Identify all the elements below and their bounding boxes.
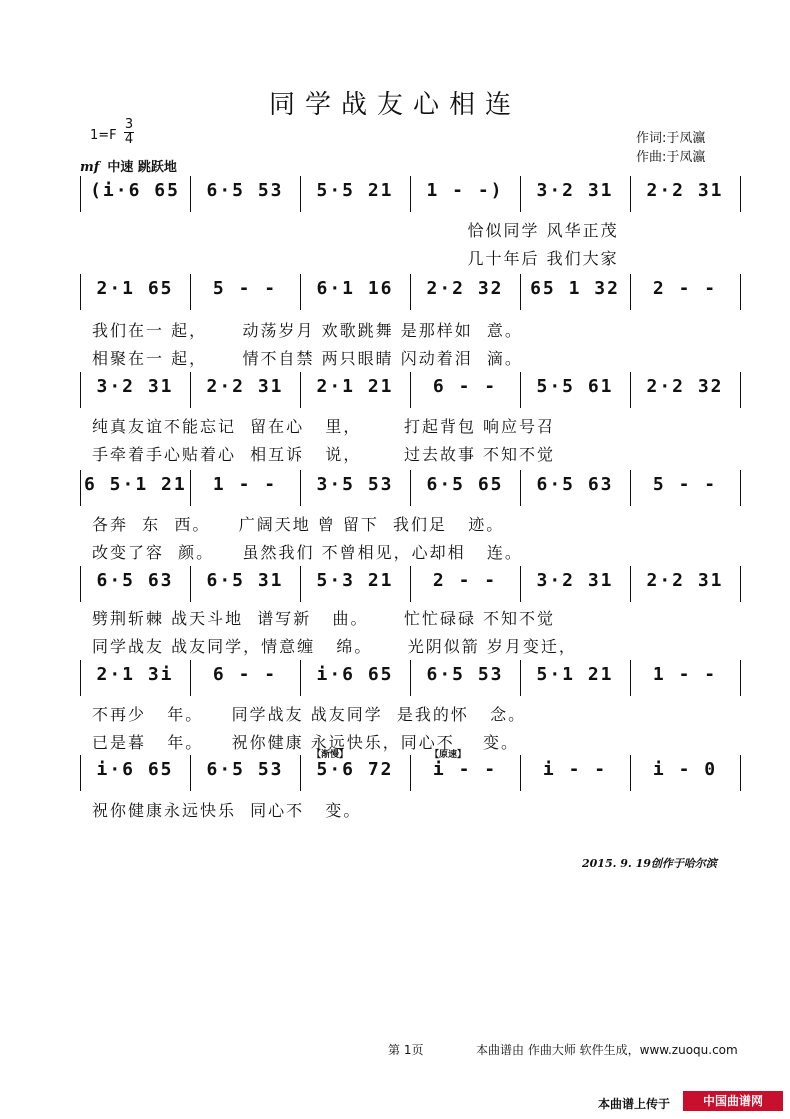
- barline: [80, 274, 81, 310]
- time-bottom: 4: [124, 132, 134, 147]
- measure: 2 - -: [432, 570, 498, 591]
- barline: [740, 274, 741, 310]
- measure: 6·5 53: [206, 759, 284, 780]
- lyric-line: 恰似同学 风华正茂: [92, 221, 619, 240]
- barline: [520, 176, 521, 212]
- measure: 2·2 31: [646, 180, 724, 201]
- barline: [190, 566, 191, 602]
- measure: 65 1 32: [530, 278, 620, 299]
- notation-system: [80, 176, 740, 216]
- barline: [630, 274, 631, 310]
- atempo-mark: 【原速】: [430, 750, 467, 760]
- measure: 3·2 31: [536, 180, 614, 201]
- measure: i - -: [432, 759, 498, 780]
- barline: [520, 660, 521, 696]
- measure: 2·1 65: [96, 278, 174, 299]
- barline: [630, 566, 631, 602]
- measure: 6·1 16: [316, 278, 394, 299]
- barline: [410, 274, 411, 310]
- barline: [80, 176, 81, 212]
- measure: 5 - -: [212, 278, 278, 299]
- key-signature: 1=F: [90, 128, 117, 143]
- barline: [630, 470, 631, 506]
- barline: [410, 566, 411, 602]
- notation-system: [80, 660, 740, 700]
- measure: i·6 65: [96, 759, 174, 780]
- barline: [80, 372, 81, 408]
- lyricist: 作词:于凤瀛: [636, 131, 706, 146]
- lyric-line: 改变了容 颜。 虽然我们 不曾相见，心却相 连。: [92, 543, 523, 562]
- barline: [630, 372, 631, 408]
- measure: 5·5 21: [316, 180, 394, 201]
- notation-system: [80, 755, 740, 795]
- barline: [410, 176, 411, 212]
- notation-system: [80, 566, 740, 606]
- notation-system: [80, 274, 740, 314]
- time-top: 3: [124, 117, 134, 132]
- measure: 2·2 32: [646, 376, 724, 397]
- barline: [190, 660, 191, 696]
- barline: [410, 470, 411, 506]
- footer-credit: 本曲谱由 作曲大师 软件生成，www.zuoqu.com: [476, 1043, 738, 1057]
- measure: 5·3 21: [316, 570, 394, 591]
- barline: [630, 176, 631, 212]
- measure: 5·1 21: [536, 664, 614, 685]
- measure: 5 - -: [652, 474, 718, 495]
- lyric-line: 不再少 年。 同学战友 战友同学 是我的怀 念。: [92, 705, 527, 724]
- barline: [520, 470, 521, 506]
- measure: (i·6 65: [90, 180, 180, 201]
- barline: [740, 176, 741, 212]
- measure: 2·2 31: [646, 570, 724, 591]
- measure: 6·5 63: [536, 474, 614, 495]
- lyric-line: 纯真友谊不能忘记 留在心 里， 打起背包 响应号召: [92, 417, 556, 436]
- page-title: 同学战友心相连: [268, 90, 521, 120]
- barline: [300, 660, 301, 696]
- composer: 作曲:于凤瀛: [636, 150, 706, 165]
- measure: 2·1 21: [316, 376, 394, 397]
- barline: [740, 755, 741, 791]
- barline: [520, 566, 521, 602]
- measure: 6·5 53: [206, 180, 284, 201]
- measure: i - -: [542, 759, 608, 780]
- measure: 6·5 63: [96, 570, 174, 591]
- barline: [190, 274, 191, 310]
- barline: [630, 660, 631, 696]
- measure: 6 - -: [212, 664, 278, 685]
- lyric-line: 手牵着手心贴着心 相互诉 说， 过去故事 不知不觉: [92, 445, 556, 464]
- barline: [300, 274, 301, 310]
- lyric-line: 同学战友 战友同学，情意缠 绵。 光阴似箭 岁月变迁，: [92, 637, 577, 656]
- barline: [300, 372, 301, 408]
- barline: [740, 372, 741, 408]
- lyric-line: 劈荆斩棘 战天斗地 谱写新 曲。 忙忙碌碌 不知不觉: [92, 609, 556, 628]
- notation-system: [80, 372, 740, 412]
- measure: 3·5 53: [316, 474, 394, 495]
- barline: [80, 470, 81, 506]
- barline: [740, 470, 741, 506]
- measure: 6·5 31: [206, 570, 284, 591]
- lyric-line: 我们在一 起， 动荡岁月 欢歌跳舞 是那样如 意。: [92, 321, 523, 340]
- measure: 1 - -: [212, 474, 278, 495]
- measure: 3·2 31: [96, 376, 174, 397]
- barline: [520, 372, 521, 408]
- lyric-line: 各奔 东 西。 广阔天地 曾 留下 我们足 迹。: [92, 515, 505, 534]
- page-number: 第 1页: [388, 1043, 424, 1057]
- barline: [80, 755, 81, 791]
- tempo-marking: [80, 156, 177, 175]
- barline: [520, 755, 521, 791]
- barline: [190, 176, 191, 212]
- measure: 5·6 72: [316, 759, 394, 780]
- upload-text: 本曲谱上传于: [598, 1097, 671, 1111]
- tempo-text: 中速 跳跃地: [107, 160, 177, 175]
- measure: 2·1 3i: [96, 664, 174, 685]
- rit-mark: 【渐慢】: [312, 750, 349, 760]
- lyric-line: 已是暮 年。 祝你健康 永远快乐，同心不 变。: [92, 733, 520, 752]
- barline: [80, 566, 81, 602]
- composition-date: 2015. 9. 19创作于哈尔滨: [582, 857, 717, 870]
- barline: [410, 755, 411, 791]
- lyric-line: 几十年后 我们大家: [92, 249, 619, 268]
- barline: [410, 372, 411, 408]
- measure: 3·2 31: [536, 570, 614, 591]
- barline: [740, 566, 741, 602]
- measure: 5·5 61: [536, 376, 614, 397]
- barline: [520, 274, 521, 310]
- measure: 6 - -: [432, 376, 498, 397]
- barline: [410, 660, 411, 696]
- time-signature: [124, 118, 134, 147]
- measure: 2·2 32: [426, 278, 504, 299]
- measure: 1 - -): [426, 180, 504, 201]
- barline: [190, 470, 191, 506]
- measure: 2 - -: [652, 278, 718, 299]
- barline: [630, 755, 631, 791]
- notation-system: [80, 470, 740, 510]
- barline: [80, 660, 81, 696]
- measure: 2·2 31: [206, 376, 284, 397]
- barline: [740, 660, 741, 696]
- measure: i·6 65: [316, 664, 394, 685]
- measure: i - 0: [652, 759, 718, 780]
- measure: 6·5 53: [426, 664, 504, 685]
- measure: 1 - -: [652, 664, 718, 685]
- barline: [300, 566, 301, 602]
- barline: [190, 755, 191, 791]
- lyric-line: 祝你健康永远快乐 同心不 变。: [92, 801, 362, 820]
- barline: [300, 470, 301, 506]
- barline: [300, 755, 301, 791]
- barline: [190, 372, 191, 408]
- dynamic-mark: mf: [80, 160, 100, 175]
- lyric-line: 相聚在一 起， 情不自禁 两只眼睛 闪动着泪 滴。: [92, 349, 523, 368]
- site-logo: 中国曲谱网: [683, 1091, 783, 1111]
- barline: [300, 176, 301, 212]
- measure: 6 5·1 21: [84, 474, 187, 495]
- measure: 6·5 65: [426, 474, 504, 495]
